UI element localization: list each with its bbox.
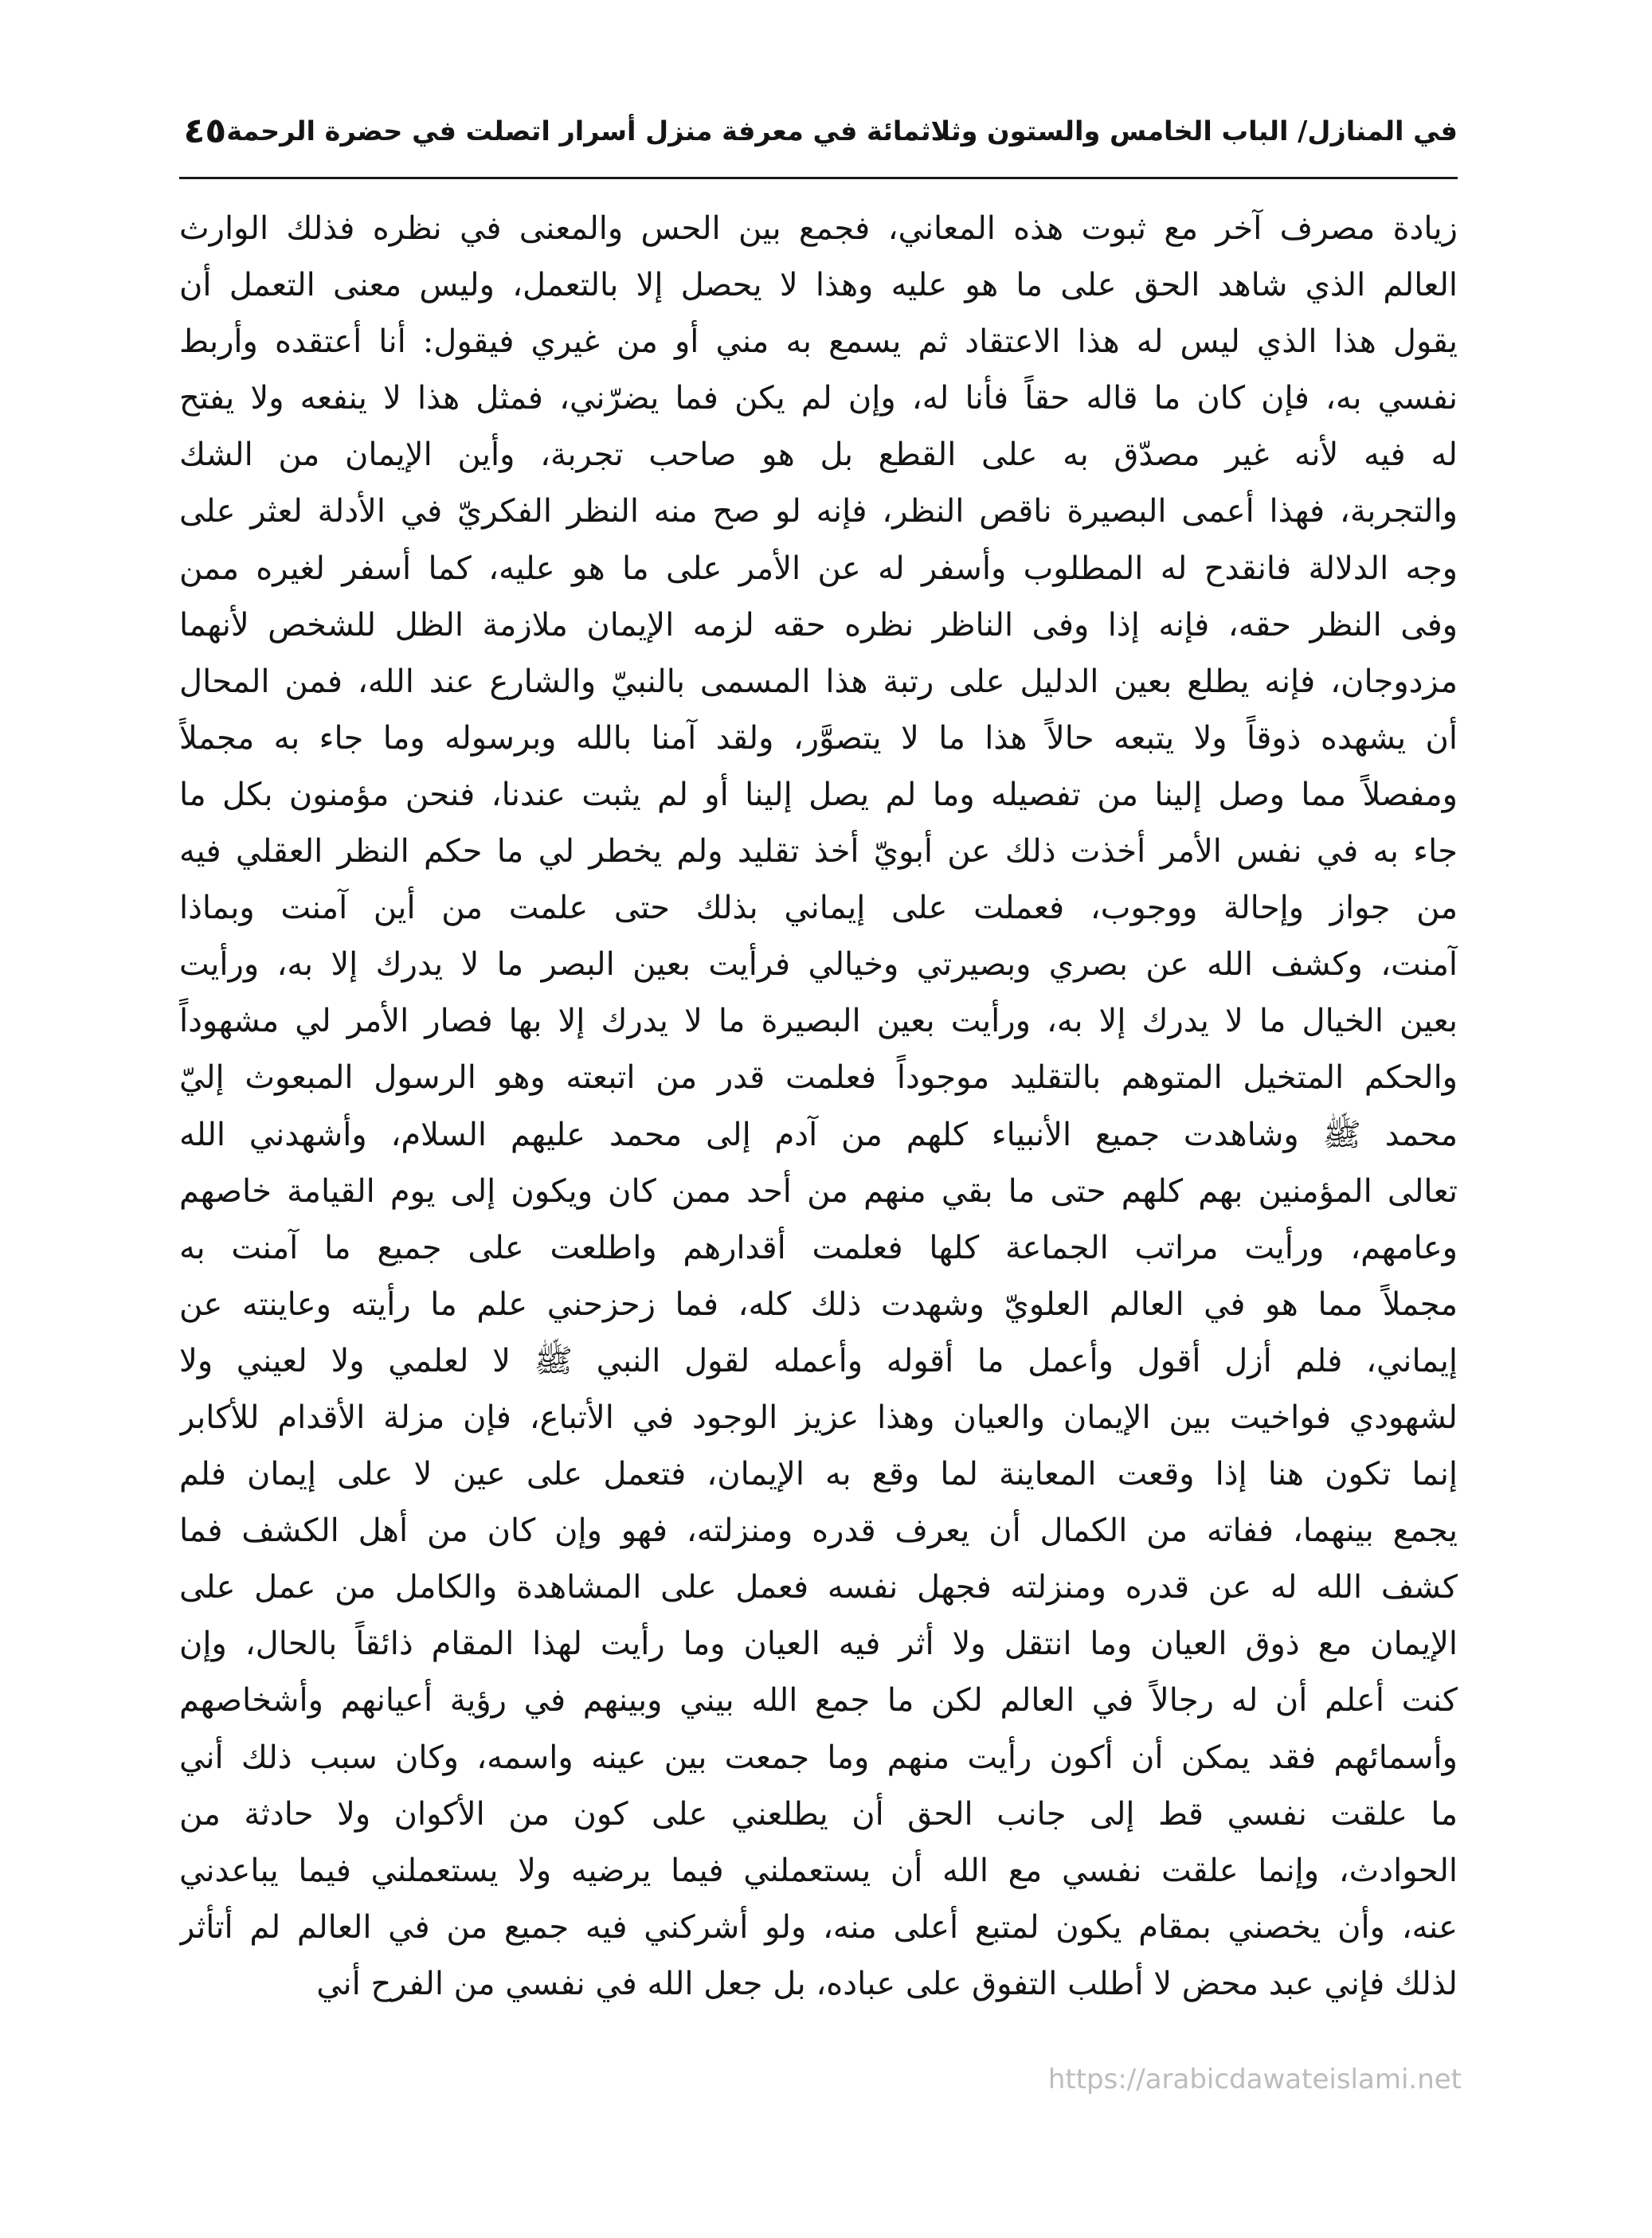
- text-line: جاء به في نفس الأمر أخذت ذلك عن أبويّ أخذ تقليد ولم يخطر لي ما حكم النظر العقلي فيه: [179, 833, 1458, 871]
- text-line: من جواز وإحالة ووجوب، فعملت على إيماني بذلك حتى علمت من أين آمنت وبماذا: [179, 890, 1458, 927]
- text-line: محمد ﷺ وشاهدت جميع الأنبياء كلهم من آدم إلى محمد عليهم السلام، وأشهدني الله: [179, 1116, 1458, 1153]
- text-line: وعامهم، ورأيت مراتب الجماعة كلها فعلمت أقدارهم واطلعت على جميع ما آمنت به: [179, 1229, 1458, 1266]
- text-line: إنما تكون هنا إذا وقعت المعاينة لما وقع به الإيمان، فتعمل على عين لا على إيمان فلم: [179, 1456, 1458, 1493]
- text-line: نفسي به، فإن كان ما قاله حقاً فأنا له، وإن لم يكن فما يضرّني، فمثل هذا لا ينفعه ولا يفتح: [179, 380, 1458, 417]
- text-line: له فيه لأنه غير مصدّق به على القطع بل هو صاحب تجربة، وأين الإيمان من الشك: [179, 436, 1458, 474]
- watermark-url: https://arabicdawateislami.net: [1047, 2064, 1462, 2095]
- text-line: لشهودي فواخيت بين الإيمان والعيان وهذا عزيز الوجود في الأتباع، فإن مزلة الأقدام للأكابر: [179, 1399, 1458, 1436]
- text-line: والحكم المتخيل المتوهم بالتقليد موجوداً فعلمت قدر من اتبعته وهو الرسول المبعوث إليّ: [179, 1059, 1458, 1097]
- page-number: ٤٥: [183, 110, 227, 151]
- text-line: يجمع بينهما، ففاته من الكمال أن يعرف قدره ومنزلته، فهو وإن كان من أهل الكشف فما: [179, 1512, 1458, 1550]
- text-line: مزدوجان، فإنه يطلع بعين الدليل على رتبة هذا المسمى بالنبيّ والشارع عند الله، فمن المحال: [179, 663, 1458, 700]
- text-line: العالم الذي شاهد الحق على ما هو عليه وهذا لا يحصل إلا بالتعمل، وليس معنى التعمل أن: [179, 267, 1458, 304]
- text-line: ومفصلاً مما وصل إلينا من تفصيله وما لم يصل إلينا أو لم يثبت عندنا، فنحن مؤمنون بكل ما: [179, 776, 1458, 813]
- text-line: زيادة مصرف آخر مع ثبوت هذه المعاني، فجمع بين الحس والمعنى في نظره فذلك الوارث: [179, 210, 1458, 247]
- header-divider: [179, 177, 1458, 179]
- text-line: والتجربة، فهذا أعمى البصيرة ناقص النظر، فإنه لو صح منه النظر الفكريّ في الأدلة لعثر على: [179, 493, 1458, 530]
- text-line: لذلك فإني عبد محض لا أطلب التفوق على عباده، بل جعل الله في نفسي من الفرح أني: [316, 1965, 1458, 2002]
- text-line: آمنت، وكشف الله عن بصري وبصيرتي وخيالي فرأيت بعين البصر ما لا يدرك إلا به، ورأيت: [179, 946, 1458, 984]
- text-line: أن يشهده ذوقاً ولا يتبعه حالاً هذا ما لا يتصوَّر، ولقد آمنا بالله وبرسوله وما جاء به مجملاً: [179, 719, 1458, 757]
- body-text: [179, 201, 1458, 2013]
- text-line: كشف الله له عن قدره ومنزلته فجهل نفسه فعمل على المشاهدة والكامل من عمل على: [179, 1569, 1458, 1606]
- text-line: ما علقت نفسي قط إلى جانب الحق أن يطلعني على كون من الأكوان ولا حادثة من: [179, 1795, 1458, 1833]
- chapter-title: في المنازل/ الباب الخامس والستون وثلاثمائة في معرفة منزل أسرار اتصلت في حضرة الرحمة: [226, 115, 1458, 147]
- text-line: عنه، وأن يخصني بمقام يكون لمتبع أعلى منه، ولو أشركني فيه جميع من في العالم لم أتأثر: [179, 1908, 1458, 1946]
- text-line: تعالى المؤمنين بهم كلهم حتى ما بقي منهم من أحد ممن كان ويكون إلى يوم القيامة خاصهم: [179, 1172, 1458, 1210]
- text-line: مجملاً مما هو في العالم العلويّ وشهدت ذلك كله، فما زحزحني علم ما رأيته وعاينته عن: [179, 1285, 1458, 1323]
- text-line: وجه الدلالة فانقدح له المطلوب وأسفر له عن الأمر على ما هو عليه، كما أسفر لغيره ممن: [179, 550, 1458, 587]
- text-line: يقول هذا الذي ليس له هذا الاعتقاد ثم يسمع به مني أو من غيري فيقول: أنا أعتقده وأربط: [179, 323, 1458, 361]
- text-line: الحوادث، وإنما علقت نفسي مع الله أن يستعملني فيما يرضيه ولا يستعملني فيما يباعدني: [179, 1852, 1458, 1889]
- text-line: إيماني، فلم أزل أقول وأعمل ما أقوله وأعمله لقول النبي ﷺ لا لعلمي ولا لعيني ولا: [179, 1342, 1458, 1379]
- text-line: وأسمائهم فقد يمكن أن أكون رأيت منهم وما جمعت بين عينه واسمه، وكان سبب ذلك أني: [179, 1739, 1458, 1776]
- text-line: كنت أعلم أن له رجالاً في العالم لكن ما جمع الله بيني وبينهم في رؤية أعيانهم وأشخاصهم: [179, 1682, 1458, 1720]
- running-header: [179, 94, 1458, 167]
- text-line: الإيمان مع ذوق العيان وما انتقل ولا أثر فيه العيان وما رأيت لهذا المقام ذائقاً بالحال، وإن: [179, 1626, 1458, 1663]
- text-line: وفى النظر حقه، فإنه إذا وفى الناظر نظره حقه لزمه الإيمان ملازمة الظل للشخص لأنهما: [179, 606, 1458, 644]
- text-line: بعين الخيال ما لا يدرك إلا به، ورأيت بعين البصيرة ما لا يدرك إلا بها فصار الأمر لي مشهوداً: [179, 1003, 1458, 1040]
